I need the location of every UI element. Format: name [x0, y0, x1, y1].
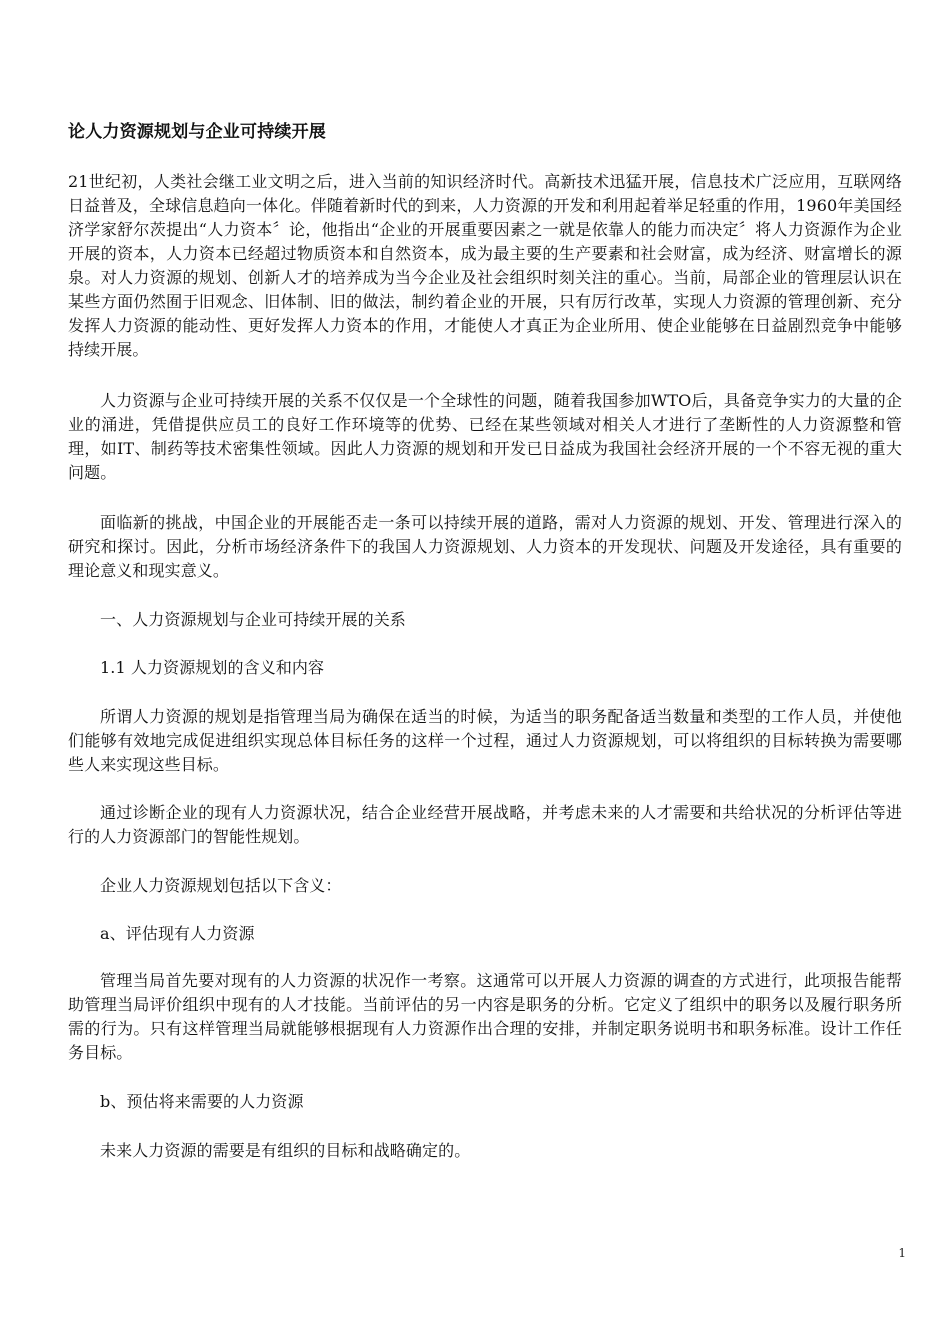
paragraph-diagnosis: 通过诊断企业的现有人力资源状况，结合企业经营开展战略，并考虑未来的人才需要和共给状况的分析评估等进行的人力资源部门的智能性规划。 — [68, 803, 902, 846]
document-title: 论人力资源规划与企业可持续开展 — [68, 122, 326, 142]
paragraph-current-assessment: 管理当局首先要对现有的人力资源的状况作一考察。这通常可以开展人力资源的调查的方式进行，此项报告能帮助管理当局评价组织中现有的人才技能。当前评估的另一内容是职务的分析。它定义了组织中的职务以及履行职务所需的行为。只有这样管理当局就能够根据现有人力资源作出合理的安排，并制定职务说明书和职务标准。设计工作任务目标。 — [68, 971, 902, 1062]
list-item-b-heading: b、预估将来需要的人力资源 — [100, 1092, 304, 1111]
paragraph-challenge: 面临新的挑战，中国企业的开展能否走一条可以持续开展的道路，需对人力资源的规划、开发、管理进行深入的研究和探讨。因此，分析市场经济条件下的我国人力资源规划、人力资本的开发现状、问题及开发途径，具有重要的理论意义和现实意义。 — [68, 513, 902, 580]
paragraph-wto-context: 人力资源与企业可持续开展的关系不仅仅是一个全球性的问题，随着我国参加WTO后，具备竞争实力的大量的企业的涌进，凭借提供应员工的良好工作环境等的优势、已经在某些领域对相关人才进行了垄断性的人力资源整和管理，如IT、制药等技术密集性领域。因此人力资源的规划和开发已日益成为我国社会经济开展的一个不容无视的重大问题。 — [68, 391, 902, 482]
paragraph-definition: 所谓人力资源的规划是指管理当局为确保在适当的时候，为适当的职务配备适当数量和类型的工作人员，并使他们能够有效地完成促进组织实现总体目标任务的这样一个过程，通过人力资源规划，可以将组织的目标转换为需要哪些人来实现这些目标。 — [68, 707, 902, 774]
section-heading-one: 一、人力资源规划与企业可持续开展的关系 — [100, 610, 406, 629]
paragraph-future-needs: 未来人力资源的需要是有组织的目标和战略确定的。 — [100, 1141, 471, 1160]
page-number: 1 — [898, 1246, 906, 1260]
subsection-heading-1-1: 1.1 人力资源规划的含义和内容 — [100, 658, 325, 677]
paragraph-intro: 21世纪初，人类社会继工业文明之后，进入当前的知识经济时代。高新技术迅猛开展，信息技术广泛应用，互联网络日益普及，全球信息趋向一体化。伴随着新时代的到来，人力资源的开发和利用起着举足轻重的作用，1960年美国经济学家舒尔茨提出“人力资本〞论，他指出“企业的开展重要因素之一就是依靠人的能力而决定〞将人力资源作为企业开展的资本，人力资本已经超过物质资本和自然资本，成为最主要的生产要素和社会财富，成为经济、财富增长的源泉。对人力资源的规划、创新人才的培养成为当今企业及社会组织时刻关注的重心。当前，局部企业的管理层认识在某些方面仍然囿于旧观念、旧体制、旧的做法，制约着企业的开展，只有厉行改革，实现人力资源的管理创新、充分发挥人力资源的能动性、更好发挥人力资本的作用，才能使人才真正为企业所用、使企业能够在日益剧烈竞争中能够持续开展。 — [68, 172, 902, 359]
list-item-a-heading: a、评估现有人力资源 — [100, 924, 255, 943]
paragraph-includes: 企业人力资源规划包括以下含义： — [100, 876, 342, 895]
